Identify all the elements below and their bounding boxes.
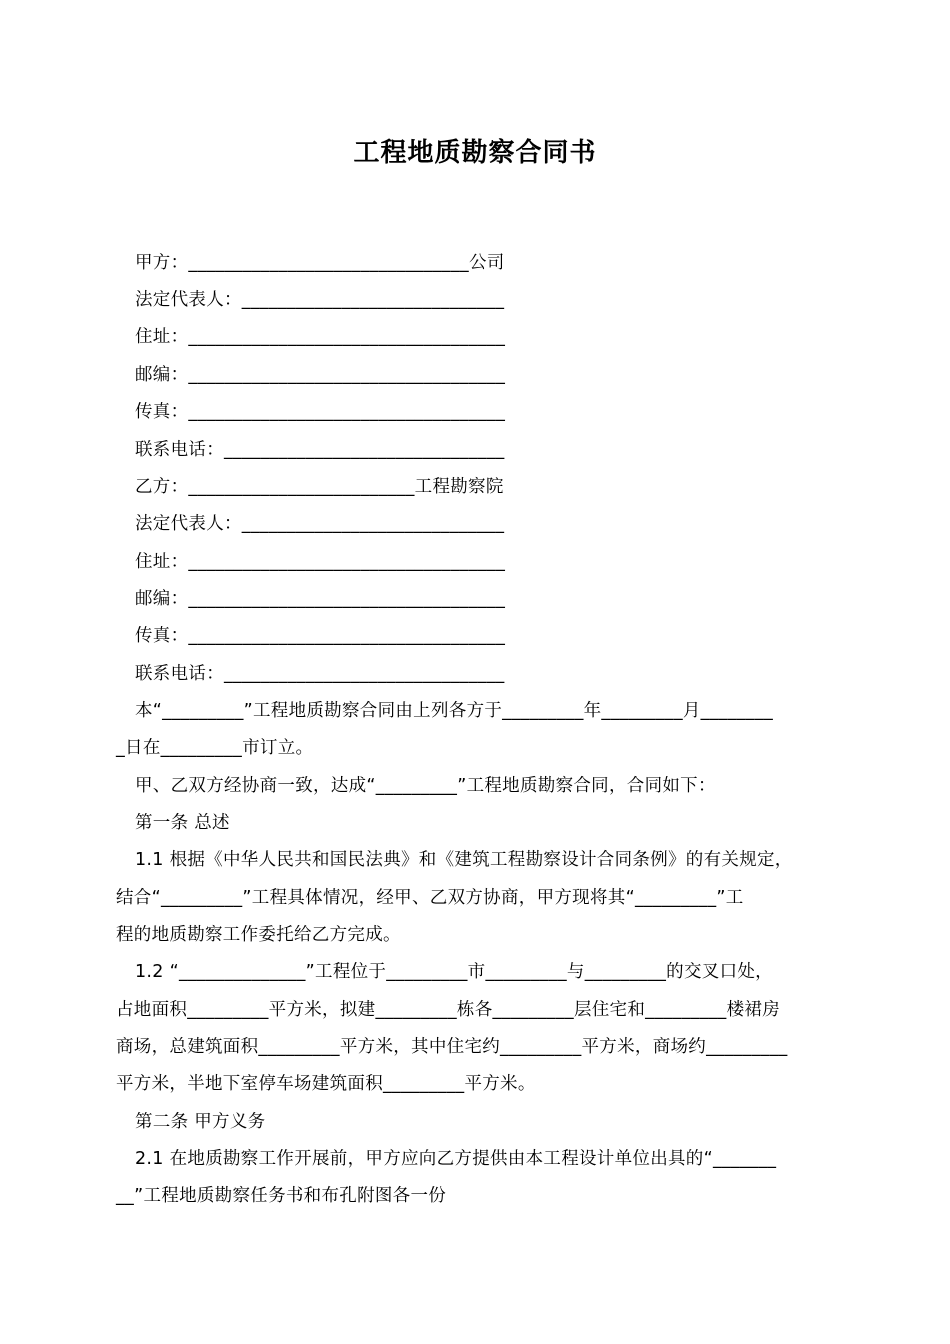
article1-text: 1.1 根据《中华人民共和国民法典》和《建筑工程勘察设计合同条例》的有关规定，: [135, 850, 793, 870]
party-b-representative: 法定代表人：_____________________________: [135, 514, 505, 534]
article1-text: 1.2 “______________”工程位于_________市_________与_________的交叉口处，: [135, 962, 773, 982]
article1-text: 商场，总建筑面积_________平方米，其中住宅约_________平方米，商场约_________: [116, 1037, 788, 1057]
party-b-postcode: 邮编：___________________________________: [135, 589, 506, 609]
party-b-phone: 联系电话：_______________________________: [135, 664, 505, 684]
article1-text: 平方米，半地下室停车场建筑面积_________平方米。: [116, 1074, 536, 1094]
article1-text: 占地面积_________平方米，拟建_________栋各_________层住宅和_________楼裙房: [116, 1000, 780, 1020]
party-a-representative: 法定代表人：_____________________________: [135, 290, 505, 310]
article2-text: 2.1 在地质勘察工作开展前，甲方应向乙方提供由本工程设计单位出具的“_______: [135, 1149, 777, 1169]
party-a-name: 甲方：_______________________________公司: [135, 253, 505, 273]
party-b-fax: 传真：___________________________________: [135, 626, 506, 646]
party-a-postcode: 邮编：___________________________________: [135, 365, 506, 385]
intro-line: _日在_________市订立。: [116, 738, 314, 758]
article1-text: 程的地质勘察工作委托给乙方完成。: [116, 925, 401, 945]
article1-text: 结合“_________”工程具体情况，经甲、乙双方协商，甲方现将其“_________”工: [116, 888, 744, 908]
article2-heading: 第二条 甲方义务: [135, 1112, 266, 1132]
article2-text: __”工程地质勘察任务书和布孔附图各一份: [116, 1186, 447, 1206]
article1-heading: 第一条 总述: [135, 813, 230, 833]
intro-line: 本“_________”工程地质勘察合同由上列各方于_________年_________月________: [135, 701, 774, 721]
party-b-name: 乙方：_________________________工程勘察院: [135, 477, 504, 497]
party-a-address: 住址：___________________________________: [135, 327, 506, 347]
intro-line: 甲、乙双方经协商一致，达成“_________”工程地质勘察合同，合同如下：: [135, 776, 716, 796]
party-a-phone: 联系电话：_______________________________: [135, 440, 505, 460]
party-a-fax: 传真：___________________________________: [135, 402, 506, 422]
document-title: 工程地质勘察合同书: [353, 138, 597, 168]
party-b-address: 住址：___________________________________: [135, 552, 506, 572]
